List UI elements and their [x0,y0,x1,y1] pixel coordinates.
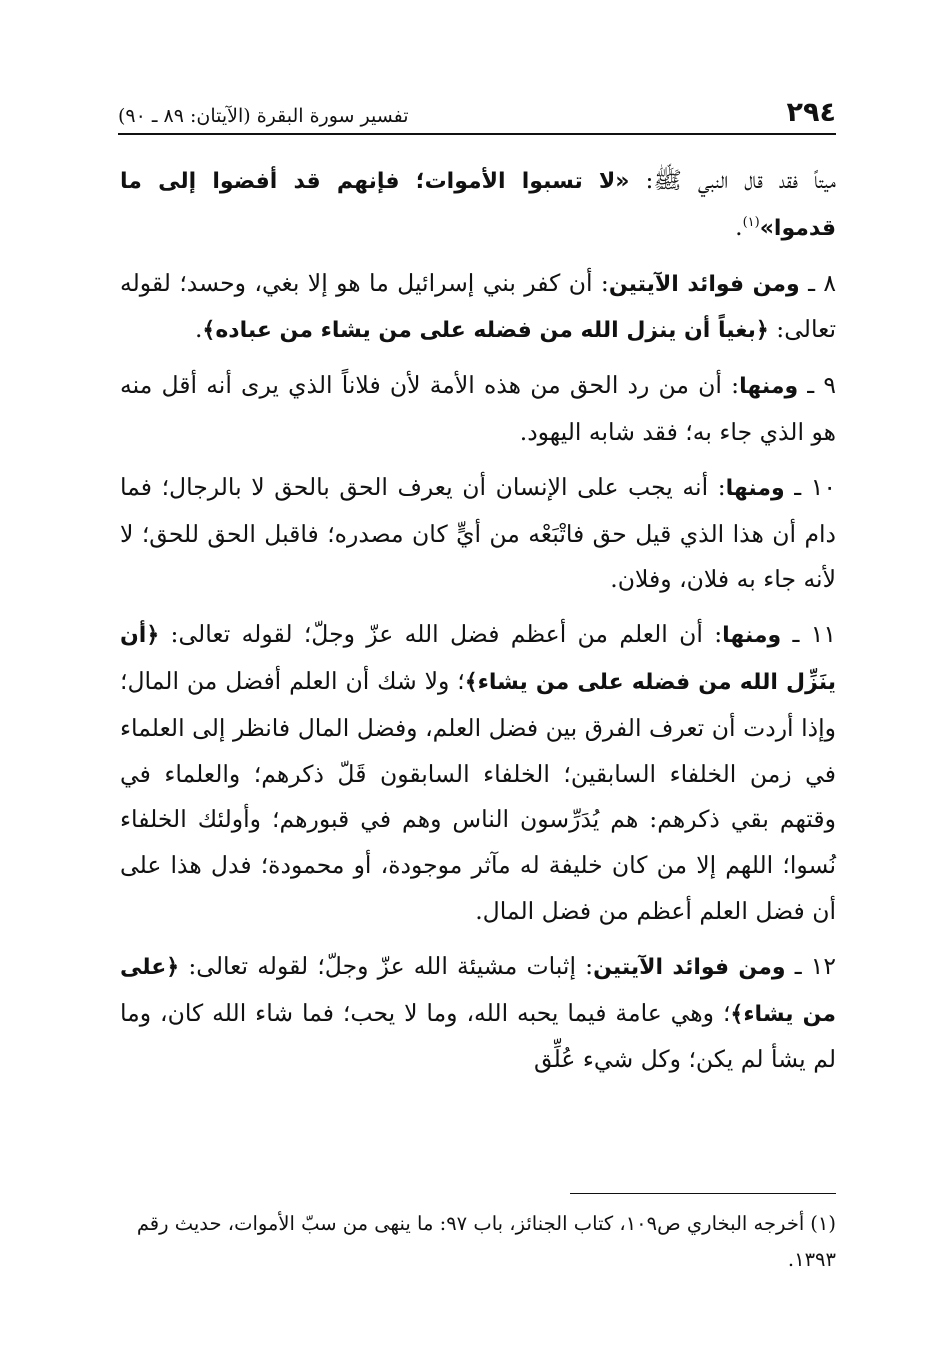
p5-heading: ومنها [722,623,782,649]
p2-end: . [194,315,203,344]
p2-verse: ﴿بغياً أن ينزل الله من فضله على من يشاء من عباده﴾ [202,318,769,344]
p2-number: ٨ ـ [799,268,837,297]
p3-text: : أن من رد الحق من هذه الأمة لأن فلاناً الذي يرى أنه أقل منه هو الذي جاء به؛ فقد شابه اليهود. [120,371,836,446]
header-divider [118,133,836,135]
p6-text: : إثبات مشيئة الله عزّ وجلّ؛ لقوله تعالى: [179,951,594,980]
p6-verse: ﴿على من يشاء﴾ [120,954,837,1027]
paragraph-2 [120,261,836,355]
p2-heading: ومن فوائد الآيتين [608,271,800,297]
p6-number: ١٢ ـ [785,951,837,980]
page-header [118,88,836,128]
running-title: تفسير سورة البقرة (الآيتان: ٨٩ ـ ٩٠) [118,105,409,127]
p4-text: : أنه يجب على الإنسان أن يعرف الحق بالحق لا بالرجال؛ فما دام أن هذا الذي قيل حق فاتْبَعْه من أيٍّ كان مصدره؛ فاقبل الحق للحق؛ لا لأنه جاء به فلان، وفلان. [120,472,836,594]
paragraph-5 [120,612,836,935]
p5-verse: ﴿أن ينَزِّل الله من فضله على من يشاء﴾ [120,623,837,695]
footnote-ref-1[interactable]: (١) [742,214,760,230]
paragraph-1 [120,158,836,252]
footnote-1 [120,1206,836,1278]
p5-text-cont: ؛ ولا شك أن العلم أفضل من المال؛ وإذا أردت أن تعرف الفرق بين فضل العلم، وفضل المال فانظر إلى العلماء في زمن الخلفاء السابقين؛ الخلفاء السابقون قَلّ ذكرهم؛ والعلماء في وقتهم بقي ذكرهم: هم يُدَرِّسون الناس وهم في قبورهم؛ وأولئك الخلفاء نُسوا؛ اللهم إلا من كان خليفة له مآثر موجودة، أو محمودة؛ فدل هذا على أن فضل العلم أعظم من فضل المال. [120,666,836,925]
paragraph-6 [120,944,836,1083]
footnote-text: أخرجه البخاري ص١٠٩، كتاب الجنائز، باب ٩٧: ما ينهى من سبّ الأموات، حديث رقم ١٣٩٣. [136,1212,836,1271]
p5-number: ١١ ـ [781,620,837,649]
paragraph-4 [120,465,836,603]
footnote-number: (١) [810,1212,836,1235]
footnotes [120,1206,836,1278]
p4-heading: ومنها [725,475,785,501]
p4-number: ١٠ ـ [784,472,837,501]
p3-heading: ومنها [739,374,799,400]
paragraph-3 [120,363,836,456]
p1-intro: ميتاً فقد قال النبي ﷺ: [629,166,836,194]
footnote-divider [570,1193,836,1194]
p1-hadith-quote: «لا تسبوا الأموات؛ فإنهم قد أفضوا إلى ما قدموا» [120,169,836,241]
page-number: ٢٩٤ [786,97,836,128]
main-text [120,158,836,1092]
p1-end: . [735,212,743,241]
p3-number: ٩ ـ [798,371,836,400]
p6-heading: ومن فوائد الآيتين [593,954,786,980]
p6-text-cont: ؛ وهي عامة فيما يحبه الله، وما لا يحب؛ فما شاء الله كان، وما لم يشأ لم يكن؛ وكل شيء عُلِّق [120,998,836,1074]
p5-text: : أن العلم من أعظم فضل الله عزّ وجلّ؛ لقوله تعالى: [159,620,723,649]
p2-text: : أن كفر بني إسرائيل ما هو إلا بغي، وحسد؛ لقوله تعالى: [120,268,836,344]
